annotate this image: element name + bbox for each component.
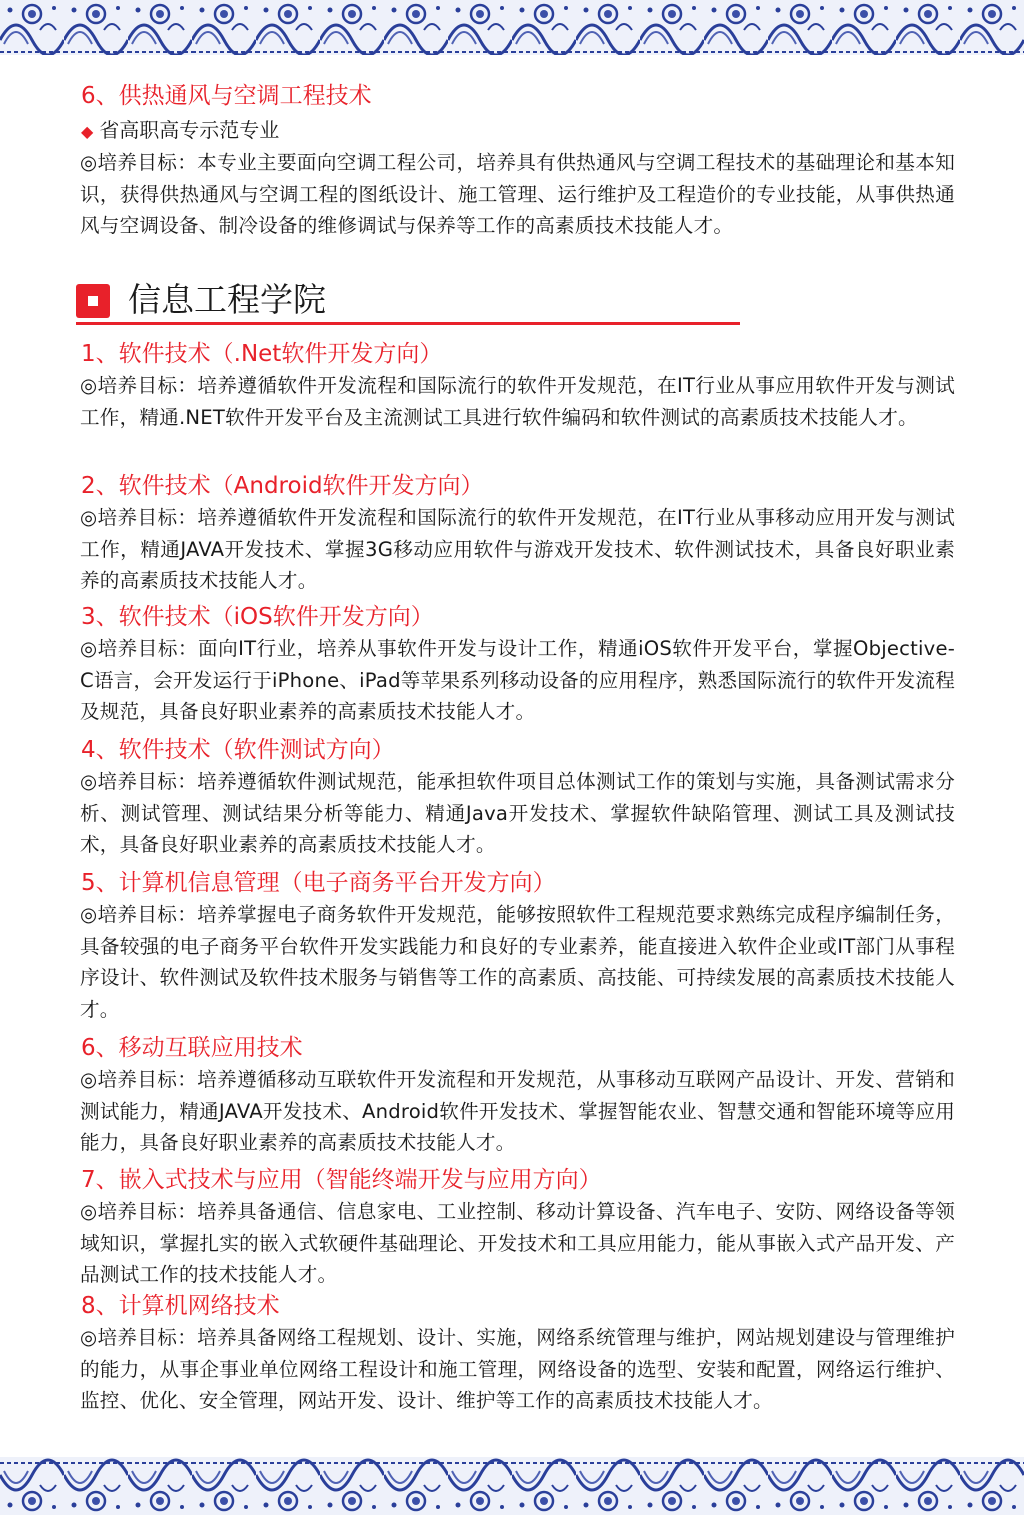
diamond-bullet-icon: ◆ <box>81 122 94 141</box>
top-item-description: ◎培养目标：本专业主要面向空调工程公司，培养具有供热通风与空调工程技术的基础理论和基本知识，获得供热通风与空调工程的图纸设计、施工管理、运行维护及工程造价的专业技能，从事供热通风与空调设备、制冷设备的维修调试与保养等工作的高素质技术技能人才。 <box>80 151 955 237</box>
item-description-4: ◎培养目标：培养遵循软件测试规范，能承担软件项目总体测试工作的策划与实施，具备测试需求分析、测试管理、测试结果分析等能力、精通Java开发技术、掌握软件缺陷管理、测试工具及测试技术，具备良好职业素养的高素质技术技能人才。 <box>80 770 955 856</box>
section-header <box>76 278 740 326</box>
item-title-4: 4、软件技术（软件测试方向） <box>81 737 395 763</box>
blue-wave-pattern-bottom <box>0 1457 1024 1515</box>
item-title-6: 6、移动互联应用技术 <box>81 1035 303 1061</box>
top-item-title: 6、供热通风与空调工程技术 <box>81 83 372 109</box>
bottom-decorative-border <box>0 1457 1024 1515</box>
item-description-2: ◎培养目标：培养遵循软件开发流程和国际流行的软件开发规范，在IT行业从事移动应用开发与测试工作，精通JAVA开发技术、掌握3G移动应用软件与游戏开发技术、软件测试技术，具备良好职业素养的高素质技术技能人才。 <box>80 506 955 592</box>
top-item-subtitle-text: 省高职高专示范专业 <box>99 118 280 142</box>
item-description-6: ◎培养目标：培养遵循移动互联软件开发流程和开发规范，从事移动互联网产品设计、开发、营销和测试能力，精通JAVA开发技术、Android软件开发技术、掌握智能农业、智慧交通和智能环境等应用能力，具备良好职业素养的高素质技术技能人才。 <box>80 1068 955 1154</box>
square-bullet-icon <box>76 284 110 318</box>
item-description-5: ◎培养目标：培养掌握电子商务软件开发规范，能够按照软件工程规范要求熟练完成程序编制任务，具备较强的电子商务平台软件开发实践能力和良好的专业素养，能直接进入软件企业或IT部门从事程序设计、软件测试及软件技术服务与销售等工作的高素质、高技能、可持续发展的高素质技术技能人才。 <box>80 903 955 1021</box>
item-title-2: 2、软件技术（Android软件开发方向） <box>81 473 484 499</box>
item-title-5: 5、计算机信息管理（电子商务平台开发方向） <box>81 870 556 896</box>
item-title-7: 7、嵌入式技术与应用（智能终端开发与应用方向） <box>81 1167 602 1193</box>
top-item-subtitle <box>81 117 279 145</box>
item-description-7: ◎培养目标：培养具备通信、信息家电、工业控制、移动计算设备、汽车电子、安防、网络设备等领域知识，掌握扎实的嵌入式软硬件基础理论、开发技术和工具应用能力，能从事嵌入式产品开发、产品测试工作的技术技能人才。 <box>80 1200 955 1286</box>
item-title-8: 8、计算机网络技术 <box>81 1293 280 1319</box>
item-title-3: 3、软件技术（iOS软件开发方向） <box>81 604 434 630</box>
section-title: 信息工程学院 <box>128 280 326 319</box>
section-divider <box>76 322 740 325</box>
item-description-1: ◎培养目标：培养遵循软件开发流程和国际流行的软件开发规范，在IT行业从事应用软件开发与测试工作，精通.NET软件开发平台及主流测试工具进行软件编码和软件测试的高素质技术技能人才。 <box>80 374 955 429</box>
item-description-8: ◎培养目标：培养具备网络工程规划、设计、实施，网络系统管理与维护，网站规划建设与管理维护的能力，从事企事业单位网络工程设计和施工管理，网络设备的选型、安装和配置，网络运行维护、监控、优化、安全管理，网站开发、设计、维护等工作的高素质技术技能人才。 <box>80 1326 955 1412</box>
item-title-1: 1、软件技术（.Net软件开发方向） <box>81 341 443 367</box>
item-description-3: ◎培养目标：面向IT行业，培养从事软件开发与设计工作，精通iOS软件开发平台，掌握Objective-C语言，会开发运行于iPhone、iPad等苹果系列移动设备的应用程序，熟悉国际流行的软件开发流程及规范，具备良好职业素养的高素质技术技能人才。 <box>80 637 956 723</box>
